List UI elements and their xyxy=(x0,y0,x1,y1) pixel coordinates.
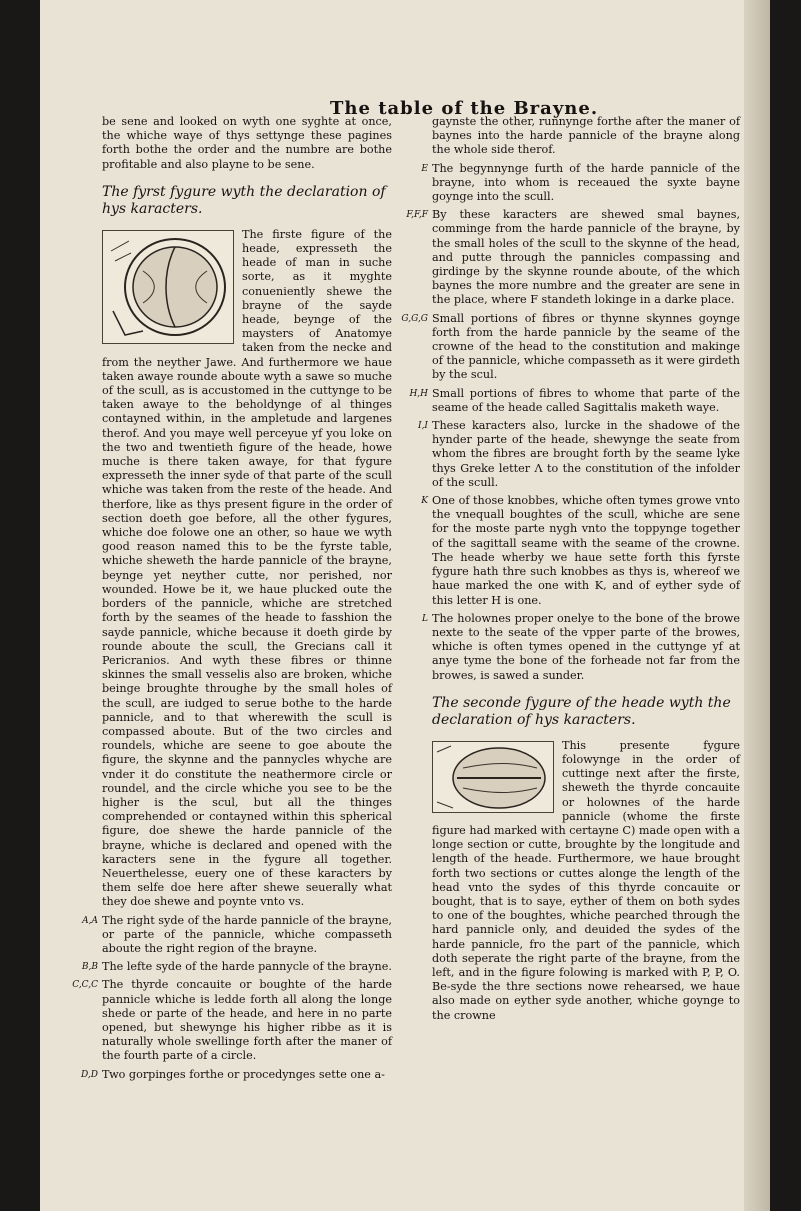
first-figure-text: The firste figure of the heade, expresseth the heade of man in suche sorte, as it myghte conueniently shewe the brayne of the sayde heade, beynge of the maysters of Anatomye taken from the necke and from the neyther Jawe. And furthermore we haue taken awaye rounde aboute wyth a sawe so muche of the scull, as is accustomed in the cuttynge to be taken awaye to the beholdynge of al thinges contayned within, in the ampletude and largenes therof. And you maye well perceyue yf you loke on the two and twentieth figure of the heade, howe muche is there taken awaye, for that fygure expresseth the inner syde of that parte of the scull whiche was taken from the reste of the heade. And therfore, like as thys present figure in the order of section doeth goe before, all the other fygures, whiche doe folowe one an other, so haue we wyth good reason named this to be the fyrste table, whiche sheweth the harde pannicle of the brayne, beynge yet neyther cutte, nor perished, nor wounded. Howe be it, we haue plucked oute the borders of the pannicle, whiche are stretched forth by the seames of the heade to fasshion the sayde pannicle, whiche because it doeth girde by rounde aboute the scull, the Grecians call it Pericranios. And wyth these fibres or thinne skinnes the small vesselis also are broken, whiche beinge broughte throughe by the small holes of the scull, are iudged to serue bothe to the harde pannicle, and to that wherewith the scull is compassed aboute. But of the two circles and roundels, whiche are seene to goe aboute the figure, the skynne and the pannycles whyche are vnder it do constitute the neathermore circle or roundel, and the circle whiche you see to be the higher is the scul, but all the thinges comprehended or contayned within this spherical figure, doe shewe the harde pannicle of the brayne, whiche is declared and opened with the karacters sene in the fygure all together. Neuerthelesse, euery one of these karacters by them selfe doe here after shewe seuerally what they doe shewe and poynte vnto vs. xyxy=(102,227,392,909)
right-column xyxy=(401,115,740,1027)
key-item xyxy=(81,1067,392,1082)
item-mark: H,H xyxy=(409,388,428,399)
first-figure-heading: The fyrst fygure wyth the declaration of hys karacters. xyxy=(102,183,386,217)
key-item xyxy=(82,913,392,957)
item-mark: B,B xyxy=(81,962,98,973)
item-text: The begynnynge furth of the harde pannicle of the brayne, into whom is receaued the syxte bayne goynge into the scull. xyxy=(432,161,740,204)
item-mark: D,D xyxy=(81,1069,98,1080)
head-figure-1 xyxy=(102,230,234,344)
item-text: Two gorpinges forthe or procedynges sette one a- xyxy=(102,1067,385,1081)
item-text: Small portions of fibres to whome that parte of the seame of the heade called Sagittalis maketh waye. xyxy=(432,386,740,414)
key-item xyxy=(406,208,740,307)
key-item xyxy=(81,960,392,974)
key-item xyxy=(421,494,740,608)
second-figure-text: This presente fygure folowynge in the order of cuttinge next after the firste, sheweth the thyrde concauite or holownes of the harde pannicle (whome the firste figure had marked with certayne C) made open with a longe section or cutte, broughte by the longitude and length of the heade. Furthermore, we haue brought forth two sections or cuttes alonge the length of the head vnto the sydes of this thyrde concauite or bought, that is to saye, eyther of them on both sydes to one of the boughtes, whiche pearched through the hard pannicle only, and deuided the sydes of the harde pannicle, fro the part of the pannicle, which doth seperate the right parte of the brayne, from the left, and in the figure folowing is marked with P, P, O. Be-syde the thre sections nowe rehearsed, we haue also made on eyther syde another, whiche goynge to the crowne xyxy=(432,738,740,1022)
left-column xyxy=(72,115,392,1086)
item-mark: A,A xyxy=(82,915,98,926)
item-mark: I,I xyxy=(418,421,428,432)
item-mark: L xyxy=(422,613,428,624)
key-item xyxy=(409,386,740,415)
second-figure-heading: The seconde fygure of the heade wyth the declaration of hys karacters. xyxy=(432,694,731,728)
right-intro: gaynste the other, runnynge forthe after the maner of baynes into the harde pannicle of the brayne along the whole side therof. xyxy=(432,115,740,157)
head-illustration-2 xyxy=(433,742,553,812)
head-illustration-1 xyxy=(103,231,233,343)
key-item xyxy=(422,611,740,683)
item-text: By these karacters are shewed smal baynes, comminge from the harde pannicle of the brayne, by the small holes of the scull to the skynne of the head, and putte through the pannicles compassing and girdinge by the skynne rounde aboute, of the which baynes the more numbre and the greater are sene in the place, where F standeth lokinge in a darke place. xyxy=(432,208,740,307)
key-item xyxy=(421,161,740,205)
item-text: One of those knobbes, whiche often tymes growe vnto the vnequall boughtes of the scull, whiche are sene for the moste parte nygh vnto the toppynge together of the sagittall seame with the seame of the crowne. The heade wherby we haue sette forth this fyrste fygure hath thre such knobbes as thys is, whereof we haue marked the one with K, and of eyther syde of this letter H is one. xyxy=(432,494,740,607)
item-text: The thyrde concauite or boughte of the harde pannicle whiche is ledde forth all along the longe shede or parte of the heade, and here in no parte opened, but shewynge his higher ribbe as it is naturally whole swellinge forth after the maner of the fourth parte of a circle. xyxy=(102,978,392,1063)
item-text: The lefte syde of the harde pannycle of the brayne. xyxy=(102,960,392,974)
item-text: Small portions of fibres or thynne skynnes goynge forth from the harde pannicle by the seame of the crowne of the head to the constitution and makinge of the pannicle, whiche compasseth as it were girdeth by the scul. xyxy=(432,311,740,382)
item-text: These karacters also, lurcke in the shadowe of the hynder parte of the heade, shewynge the seate from whom the fibres are brought forth by the seame lyke thys Greke letter Λ to the constitution of the infolder of the scull. xyxy=(432,419,740,489)
running-head: The table of the Brayne. xyxy=(330,98,599,119)
item-mark: G,G,G xyxy=(401,313,428,324)
left-intro: be sene and looked on wyth one syghte at once, the whiche waye of thys settynge these pagines forth bothe the order and the numbre are bothe profitable and also playne to be sene. xyxy=(102,115,392,171)
item-text: The right syde of the harde pannicle of the brayne, or parte of the pannicle, whiche compasseth aboute the right region of the brayne. xyxy=(102,913,392,955)
key-item xyxy=(401,311,740,383)
key-item xyxy=(72,978,392,1063)
item-text: The holownes proper onelye to the bone of the browe nexte to the seate of the vpper parte of the browes, whiche is often tymes opened in the cuttynge yf at anye tyme the bone of the forheade not far from the browes, is sawed a sunder. xyxy=(432,611,740,682)
item-mark: C,C,C xyxy=(72,980,98,991)
head-figure-2 xyxy=(432,741,554,813)
item-mark: K xyxy=(421,496,428,507)
book-page xyxy=(40,0,770,1211)
item-mark: F,F,F xyxy=(406,210,428,221)
page-gutter xyxy=(744,0,770,1211)
item-mark: E xyxy=(421,163,428,174)
key-item xyxy=(418,419,740,490)
